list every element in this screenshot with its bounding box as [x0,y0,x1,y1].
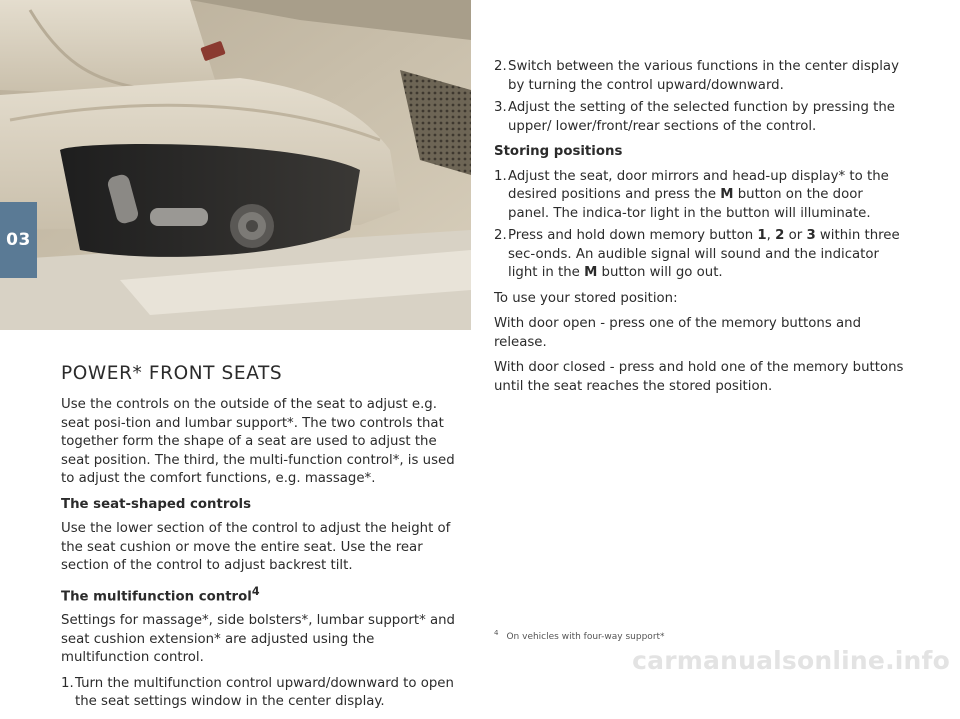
step-number: 1. [61,675,74,691]
seat-controls-photo [0,0,471,330]
use-stored-text: To use your stored position: [494,290,678,306]
footnote-text: On vehicles with four-way support* [506,632,665,642]
memory-button-3-label: 3 [806,228,816,243]
step-text [508,228,900,280]
storing-steps-list [494,168,904,283]
text-run: or [784,228,807,243]
step-number: 1. [494,168,507,184]
chapter-tab: 03 [0,202,37,278]
section-title: POWER* FRONT SEATS [61,363,283,384]
footnote-ref: 4 [251,584,260,598]
text-run: button on the door panel. The indica-tor light in the button will illuminate. [508,187,871,221]
left-column [61,363,465,719]
multifunction-text: Settings for massage*, side bolsters*, lumbar support* and seat cushion extension* are adjusted using the multifunction control. [61,613,455,666]
m-button-label: M [720,187,734,202]
seat-controls-text: Use the lower section of the control to adjust the height of the seat cushion or move the entire seat. Use the rear section of the control to adjust backrest tilt. [61,521,451,573]
door-open-text: With door open - press one of the memory buttons and release. [494,316,862,350]
text-run: within three sec-onds. An audible signal will sound and the indicator light in the [508,228,900,280]
heading-storing-positions: Storing positions [494,144,623,159]
step-text [508,169,889,221]
step-item [61,675,465,712]
heading-seat-controls: The seat-shaped controls [61,496,252,512]
step-item [494,58,904,95]
heading-multifunction-label: The multifunction control [61,588,252,604]
step-text: Turn the multifunction control upward/downward to open the seat settings window in the center display. [75,675,454,710]
step-item [494,99,904,136]
watermark: carmanualsonline.info [632,646,950,675]
m-button-label: M [584,265,598,280]
step-text: Adjust the setting of the selected function by pressing the upper/ lower/front/rear sections of the control. [508,100,895,134]
heading-multifunction [61,583,465,607]
door-closed-text: With door closed - press and hold one of the memory buttons until the seat reaches the stored position. [494,360,904,394]
step-item [494,227,904,283]
memory-button-1-label: 1 [757,228,767,243]
step-number: 3. [494,100,507,115]
footnote [494,629,665,642]
steps-list-continued [494,58,904,136]
text-run: button will go out. [597,265,723,280]
step-number: 2. [494,228,507,243]
text-run: , [766,228,776,243]
text-run: Press and hold down memory button [508,228,758,243]
memory-button-2-label: 2 [775,228,785,243]
step-text: Switch between the various functions in the center display by turning the control upward/downward. [508,59,899,93]
steps-list [61,675,465,712]
step-number: 2. [494,59,507,74]
step-item [494,168,904,224]
footnote-number: 4 [494,629,499,637]
right-column [494,58,904,403]
intro-paragraph: Use the controls on the outside of the seat to adjust e.g. seat posi-tion and lumbar support*. The two controls that together form the shape of a seat are used to adjust the seat position. The third, the multi-function control*, is used to adjust the comfort functions, e.g. massage*. [61,397,455,486]
text-run: Adjust the seat, door mirrors and head-up display* to the desired positions and press the [508,168,889,202]
